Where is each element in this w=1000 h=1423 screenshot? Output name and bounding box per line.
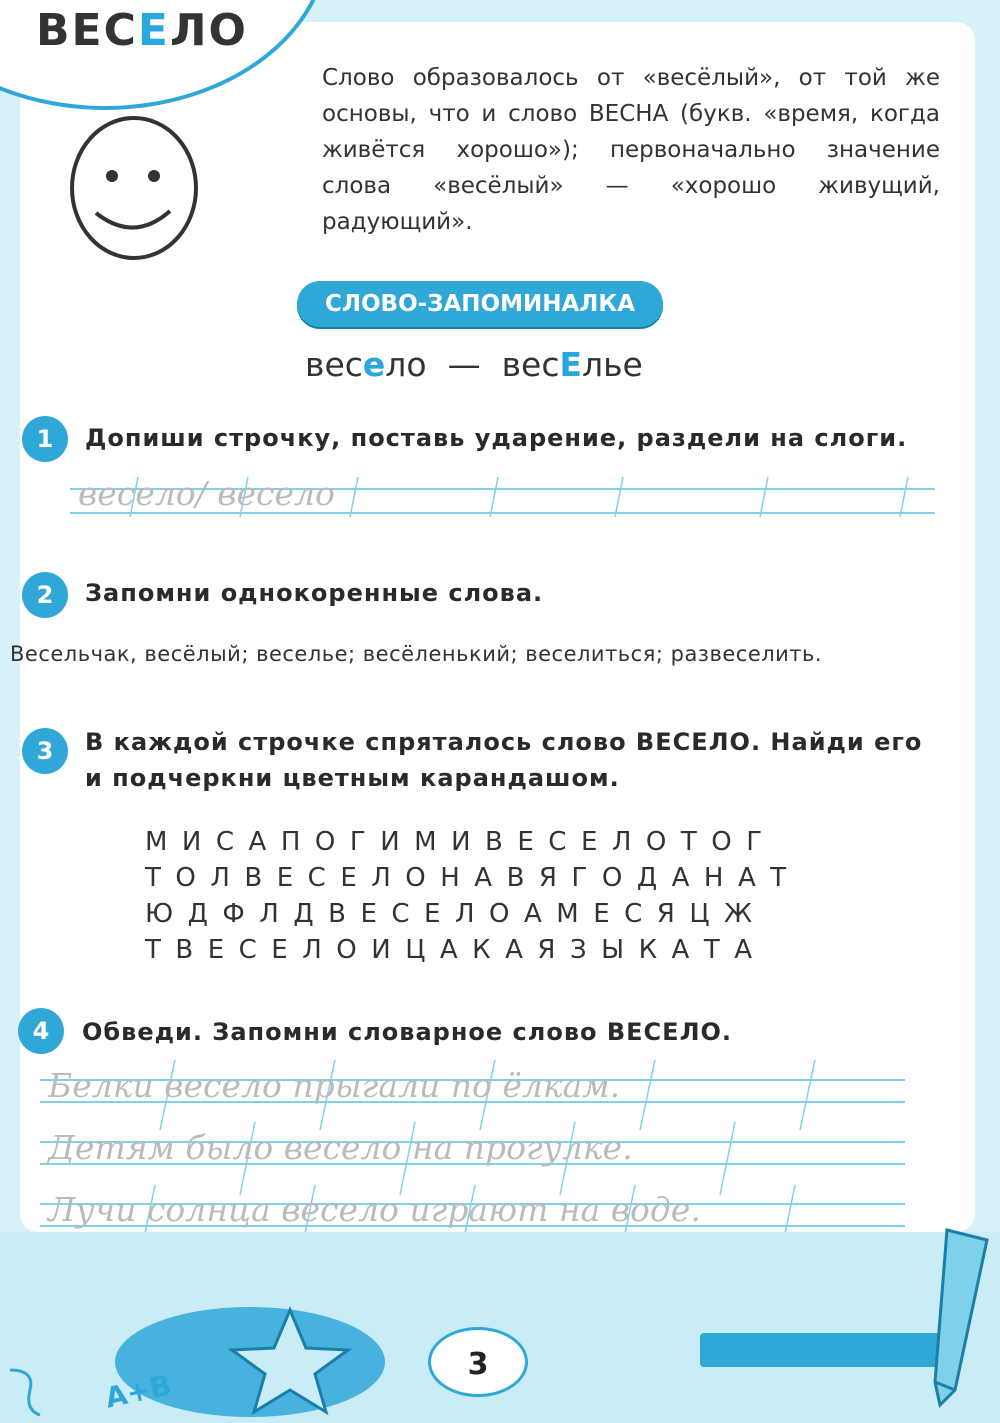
letter-grid[interactable] — [145, 824, 801, 968]
task-2-text: Запомни однокоренные слова. — [85, 579, 544, 607]
task-4-text: Обведи. Запомни словарное слово ВЕСЕЛО. — [82, 1018, 733, 1046]
memo-words: весело — весЕлье — [305, 345, 643, 384]
task-3-text: В каждой строчке спряталось слово ВЕСЕЛО. Найди его и подчеркни цветным карандашом. — [85, 728, 923, 792]
squiggle-icon — [5, 1360, 45, 1420]
memo-label: СЛОВО-ЗАПОМИНАЛКА — [297, 281, 663, 327]
pencil-icon — [925, 1210, 1000, 1410]
task-1-sample: весело/ весело — [78, 474, 335, 513]
page-title: ВЕСЕЛО — [36, 5, 248, 56]
dotted-strip — [700, 1333, 950, 1367]
grid-row[interactable]: МИСАПОГИМИВЕСЕЛОТОГ — [145, 827, 777, 857]
grid-row[interactable]: ТОЛВЕСЕЛОНАВЯГОДАНАТ — [145, 863, 801, 893]
task-1-text: Допиши строчку, поставь ударение, раздели на слоги. — [85, 424, 908, 452]
related-words: Весельчак, весёлый; веселье; весёленький; веселиться; развеселить. — [10, 642, 823, 666]
decor-text: A+B — [102, 1368, 175, 1415]
trace-line-3[interactable]: Лучи солнца весело играют на воде. — [48, 1190, 701, 1229]
page-number: 3 — [428, 1327, 528, 1397]
task-number-3: 3 — [22, 728, 68, 774]
task-number-1: 1 — [22, 416, 68, 462]
smiley-icon — [66, 113, 202, 263]
task-number-4: 4 — [18, 1008, 64, 1054]
grid-row[interactable]: ТВЕСЕЛОИЦАКАЯЗЫКАТА — [145, 935, 767, 965]
grid-row[interactable]: ЮДФЛДВЕСЕЛОАМЕСЯЦЖ — [145, 899, 767, 929]
trace-line-2[interactable]: Детям было весело на прогулке. — [48, 1128, 633, 1167]
etymology-text: Слово образовалось от «весёлый», от той же основы, что и слово ВЕСНА (букв. «время, когда живётся хорошо»); первоначально значение слова «весёлый» — «хорошо живущий, радующий». — [322, 65, 940, 235]
task-number-2: 2 — [22, 572, 68, 618]
trace-line-1[interactable]: Белки весело прыгали по ёлкам. — [48, 1066, 621, 1105]
